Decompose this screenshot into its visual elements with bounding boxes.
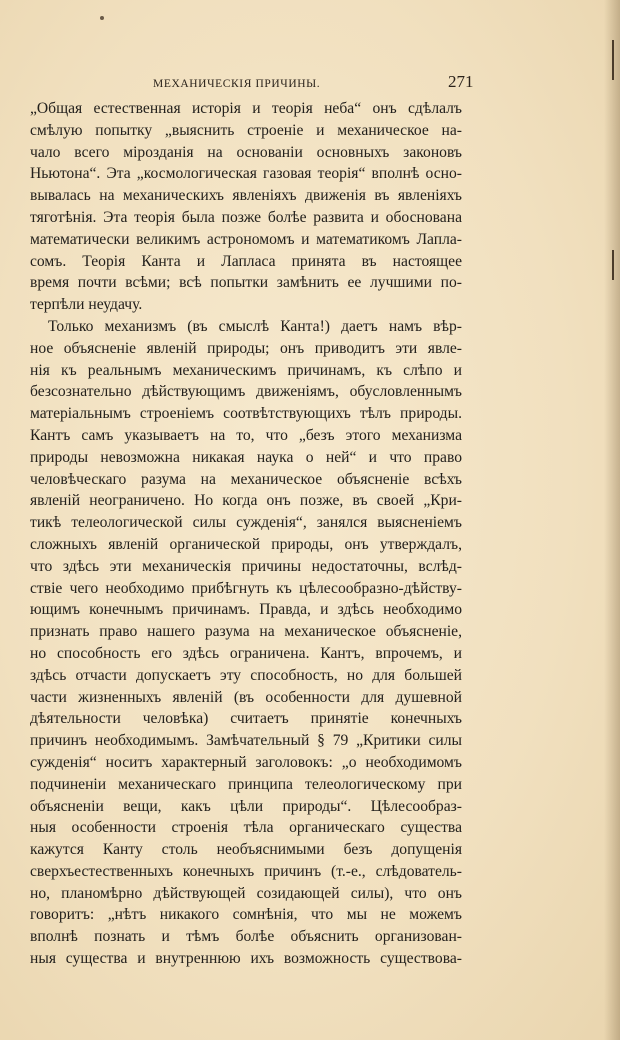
text-line: нія къ реальнымъ механическимъ причинамъ, къ слѣпо и [30,361,462,379]
text-line: здѣсь отчасти допускаетъ эту способность, но для большей [30,666,462,684]
text-line: ныя существа и внутреннюю ихъ возможность существова- [30,950,462,968]
text-line: подчиненіи механическаго принципа телеологическому при [30,775,462,793]
body-text [30,98,462,970]
text-line: сверхъестественныхъ конечныхъ причинъ (т.-е., слѣдователь- [30,862,462,880]
text-line: безсознательно дѣйствующимъ движеніямъ, обусловленнымъ [30,383,462,401]
ink-speck [100,16,104,20]
spine-mark [612,250,614,280]
text-line: тяготѣнія. Эта теорія была позже болѣе развита и обоснована [30,208,462,226]
text-line: явленій неограничено. Но когда онъ позже, въ своей „Кри- [30,492,462,510]
text-line: но способность его здѣсь ограничена. Кантъ, впрочемъ, и [30,644,462,662]
text-line: сужденія“ носитъ характерный заголовокъ: „о необходимомъ [30,753,462,771]
text-line: ствіе чего необходимо прибѣгнуть къ цѣлесообразно-дѣйству- [30,579,462,597]
text-line: матеріальнымъ строеніемъ соотвѣтствующихъ тѣлъ природы. [30,405,462,423]
text-line: тикѣ телеологической силы сужденія“, занялся выясненіемъ [30,514,462,532]
text-line: сомъ. Теорія Канта и Лапласа принята въ настоящее [30,252,462,270]
spine-mark [612,40,614,80]
text-line: части жизненныхъ явленій (въ особенности для душевной [30,688,462,706]
text-line: ющимъ конечнымъ причинамъ. Правда, и здѣсь необходимо [30,601,462,619]
text-line: что здѣсь эти механическія причины недостаточны, вслѣд- [30,557,462,575]
text-line: причинъ необходимымъ. Замѣчательный § 79 „Критики силы [30,732,462,750]
text-line: человѣческаго разума на механическое объясненіе всѣхъ [30,470,462,488]
text-line: дѣятельности человѣка) считаетъ принятіе конечныхъ [30,710,462,728]
text-line: кажутся Канту столь необъяснимыми безъ допущенія [30,841,462,859]
page-number: 271 [448,72,474,91]
text-line: вывалась на механическихъ явленіяхъ движенія въ явленіяхъ [30,187,462,205]
text-line: смѣлую попытку „выяснить строеніе и механическое на- [30,121,462,139]
text-line: вполнѣ познать и тѣмъ болѣе объяснить организован- [30,928,462,946]
text-line: „Общая естественная исторія и теорія неба“ онъ сдѣлалъ [30,100,462,117]
text-line: Ньютона“. Эта „космологическая газовая теорія“ вполнѣ осно- [30,165,462,183]
text-line: говоритъ: „нѣтъ никакого сомнѣнія, что мы не можемъ [30,906,462,924]
text-line: чало всего мірозданія на основаніи основныхъ законовъ [30,143,462,161]
text-line: сложныхъ явленій органической природы, онъ утверждалъ, [30,535,462,553]
text-line: ныя особенности строенія тѣла органическаго существа [30,819,462,837]
text-line: математически великимъ астрономомъ и математикомъ Лапла- [30,230,462,248]
text-line: природы невозможна никакая наука о ней“ и что право [30,448,462,466]
text-line: терпѣли неудачу. [30,296,143,314]
page-spine-shadow [604,0,620,1040]
text-line: но, планомѣрно дѣйствующей созидающей силы), что онъ [30,884,462,902]
text-line: Только механизмъ (въ смыслѣ Канта!) даетъ намъ вѣр- [48,317,462,335]
text-line: Кантъ самъ указываетъ на то, что „безъ этого механизма [30,426,462,444]
text-line: объясненіи вещи, какъ цѣли природы“. Цѣлесообраз- [30,797,462,815]
text-line: признать право нашего разума на механическое объясненіе, [30,623,462,641]
running-head: МЕХАНИЧЕСКІЯ ПРИЧИНЫ. [153,78,321,90]
text-line: время почти всѣми; всѣ попытки замѣнить ее лучшими по- [30,274,462,292]
text-line: ное объясненіе явленій природы; онъ приводитъ эти явле- [30,339,462,357]
